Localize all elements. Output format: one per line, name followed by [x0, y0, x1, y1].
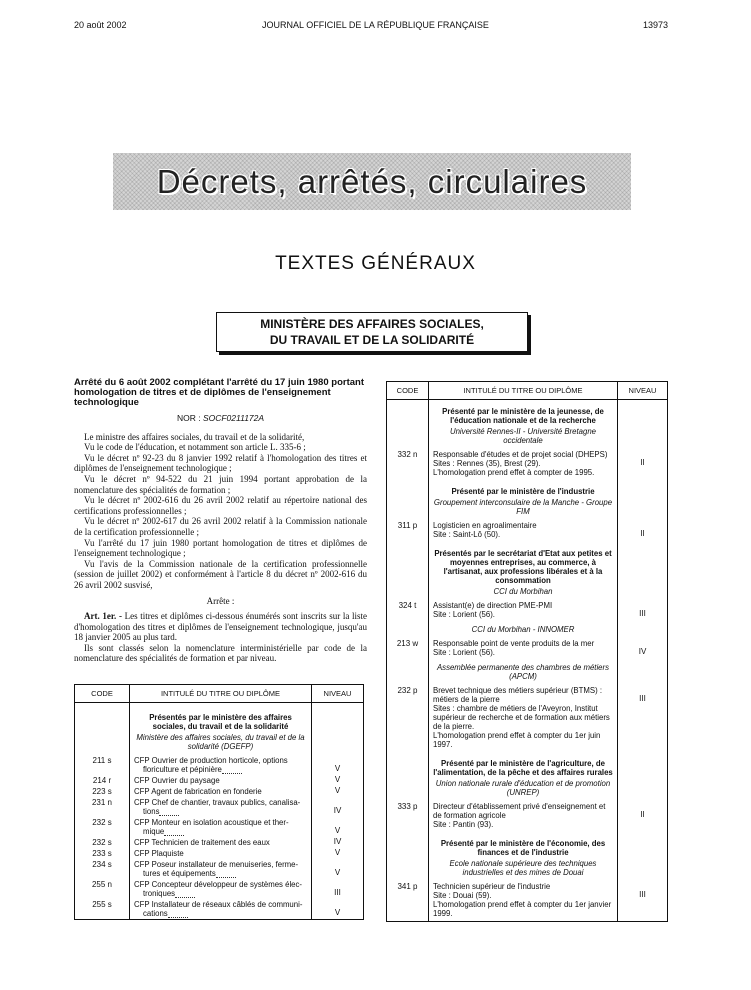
table-row [75, 859, 364, 879]
entry-detail: Site : Pantin (93). [433, 820, 494, 829]
right-organisation: CCI du Morbihan [493, 587, 553, 596]
row-niveau: V [312, 775, 364, 786]
row-title-text: troniques [143, 889, 176, 898]
table-row [387, 600, 668, 622]
entry-detail: Site : Saint-Lô (50). [433, 530, 501, 539]
right-organisation: Assemblée permanente des chambres de métiers (APCM) [436, 663, 610, 681]
row-intitule [130, 899, 312, 920]
row-code: 213 w [387, 638, 429, 660]
col-header-niveau: NIVEAU [618, 382, 668, 400]
visa-paragraph: Vu le décret nº 2002-617 du 26 avril 2002 relatif à la Commission nationale de la certification professionnelle ; [74, 516, 367, 537]
table-row [387, 480, 668, 520]
row-intitule [130, 848, 312, 859]
col-header-niveau: NIVEAU [312, 685, 364, 703]
row-niveau: IV [618, 638, 668, 660]
section-banner [113, 153, 631, 210]
visa-paragraph: Vu le code de l'éducation, et notamment son article L. 335-6 ; [84, 442, 306, 453]
visa-paragraph: Vu le décret nº 2002-616 du 26 avril 2002 relatif au répertoire national des certifications professionnelles ; [74, 495, 367, 516]
table-row [387, 400, 668, 450]
table-row [75, 879, 364, 899]
table-row [75, 817, 364, 837]
right-section-heading: Présentés par le secrétariat d'Etat aux petites et moyennes entreprises, au commerce, à l'artisanat, aux professions libérales et à la consommation [434, 549, 612, 585]
col-header-code: CODE [75, 685, 130, 703]
row-title-line: CFP Chef de chantier, travaux publics, canalisa- [134, 798, 301, 807]
arrete-title: Arrêté du 6 août 2002 complétant l'arrêté du 17 juin 1980 portant homologation de titres et de diplômes de l'enseignement technologique [74, 377, 364, 408]
row-niveau [618, 622, 668, 638]
row-title-continuation [134, 909, 307, 918]
row-code [387, 752, 429, 801]
row-intitule [429, 480, 618, 520]
nor-reference [74, 413, 367, 424]
row-intitule [429, 881, 618, 922]
dot-leader [222, 773, 242, 774]
entry-title: Logisticien en agroalimentaire [433, 521, 537, 530]
row-title-text: tions [143, 807, 160, 816]
right-organisation: Union nationale rurale d'éducation et de promotion (UNREP) [435, 779, 611, 797]
row-intitule [429, 400, 618, 450]
right-section-heading: Présenté par le ministère de l'agriculture, de l'alimentation, de la pêche et des affaires rurales [433, 759, 613, 777]
row-niveau [618, 752, 668, 801]
ministry-box [216, 312, 528, 352]
arrete-text [74, 378, 367, 664]
table-row [75, 786, 364, 797]
row-intitule [429, 638, 618, 660]
arrete-word: Arrête : [206, 595, 235, 606]
visas-list [74, 432, 367, 591]
row-code: 233 s [75, 848, 130, 859]
row-niveau: V [312, 755, 364, 775]
row-title-text: tures et équipements [143, 869, 216, 878]
visa-paragraph: Le ministre des affaires sociales, du travail et de la solidarité, [84, 431, 305, 442]
row-title-line: CFP Ouvrier du paysage [134, 776, 220, 785]
nor-value: SOCF0211172A [202, 413, 265, 423]
nor-label: NOR : [176, 413, 201, 423]
row-code [387, 622, 429, 638]
row-intitule [429, 449, 618, 480]
row-niveau: II [618, 801, 668, 832]
table-row [387, 622, 668, 638]
visa-paragraph: Vu le décret nº 94-522 du 21 juin 1994 portant approbation de la nomenclature des spécialités de formation ; [74, 473, 367, 495]
entry-detail: L'homologation prend effet à compter du 1er juin 1997. [433, 731, 601, 749]
row-code: 234 s [75, 859, 130, 879]
row-title-continuation [134, 765, 307, 774]
row-code [387, 660, 429, 685]
article-1 [74, 611, 367, 643]
row-title-line: CFP Ouvrier de production horticole, options [134, 756, 288, 765]
ministry-line-2: DU TRAVAIL ET DE LA SOLIDARITÉ [269, 333, 475, 347]
right-organisation: Groupement interconsulaire de la Manche - Groupe FIM [433, 498, 613, 516]
row-niveau [618, 400, 668, 450]
row-intitule [130, 817, 312, 837]
row-code: 231 n [75, 797, 130, 817]
row-niveau: III [618, 685, 668, 752]
entry-detail: L'homologation prend effet à compter de 1995. [433, 468, 595, 477]
entry-detail: L'homologation prend effet à compter du 1er janvier 1999. [433, 900, 612, 918]
table-row [387, 542, 668, 600]
table-row [387, 832, 668, 881]
entry-title: Technicien supérieur de l'industrie [433, 882, 551, 891]
visa-paragraph: Vu l'arrêté du 17 juin 1980 portant homologation de titres et diplômes de l'enseignement technologique ; [74, 537, 367, 559]
row-title-continuation [134, 889, 307, 898]
row-niveau: III [618, 600, 668, 622]
entry-title: Assistant(e) de direction PME-PMI [433, 601, 553, 610]
row-intitule [429, 801, 618, 832]
row-code: 211 s [75, 755, 130, 775]
row-code: 223 s [75, 786, 130, 797]
row-niveau [618, 660, 668, 685]
entry-detail: Sites : chambre de métiers de l'Aveyron, Institut supérieur de recherche et de formation aux métiers de la pierre. [433, 704, 610, 731]
row-title-text: floriculture et pépinière [143, 765, 222, 774]
table-row [75, 775, 364, 786]
dot-leader [216, 877, 236, 878]
col-header-intitule: INTITULÉ DU TITRE OU DIPLÔME [130, 685, 312, 703]
row-niveau: V [312, 817, 364, 837]
row-title-line: CFP Poseur installateur de menuiseries, ferme- [134, 860, 299, 869]
journal-title: JOURNAL OFFICIEL DE LA RÉPUBLIQUE FRANÇAISE [262, 20, 489, 30]
visa-paragraph: Vu l'avis de la Commission nationale de la certification professionnelle (session de juillet 2002) et conformément à l'article 8 du décret nº 2002-616 du 26 avril 2002 susvisé, [74, 558, 367, 590]
article-1-text: Les titres et diplômes ci-dessous énumérés sont inscrits sur la liste d'homologation des titres et diplômes de l'enseignement technologique, jusqu'au 18 janvier 2005 au plus tard. [74, 611, 368, 643]
entry-detail: Site : Lorient (56). [433, 610, 495, 619]
row-code [387, 480, 429, 520]
banner-title: Décrets, arrêtés, circulaires [156, 162, 588, 200]
table-row [387, 660, 668, 685]
row-title-line: CFP Agent de fabrication en fonderie [134, 787, 262, 796]
entry-detail: Sites : Rennes (35), Brest (29). [433, 459, 541, 468]
row-intitule [429, 685, 618, 752]
right-organisation: Ecole nationale supérieure des techniques industrielles et des mines de Douai [449, 859, 597, 877]
row-intitule [429, 832, 618, 881]
row-intitule [429, 622, 618, 638]
left-section-heading: Présentés par le ministère des affaires sociales, du travail et de la solidarité [149, 713, 292, 731]
entry-title: Directeur d'établissement privé d'enseignement et de formation agricole [433, 802, 606, 820]
row-title-line: CFP Installateur de réseaux câblés de communi- [134, 900, 303, 909]
table-row [75, 837, 364, 848]
row-code: 255 s [75, 899, 130, 920]
row-niveau: V [312, 859, 364, 879]
classement-text: Ils sont classés selon la nomenclature interministérielle par code de la nomenclature des spécialités de formation et par niveau. [74, 642, 367, 664]
entry-title: Brevet technique des métiers supérieur (BTMS) : métiers de la pierre [433, 686, 602, 704]
row-niveau: II [618, 449, 668, 480]
row-code: 214 r [75, 775, 130, 786]
table-row [387, 881, 668, 922]
row-title-text: cations [143, 909, 168, 918]
row-code: 332 n [387, 449, 429, 480]
row-code: 255 n [75, 879, 130, 899]
row-title-continuation [134, 807, 307, 816]
row-intitule [130, 837, 312, 848]
row-niveau: III [618, 881, 668, 922]
right-homologation-table [386, 381, 668, 922]
table-row [387, 685, 668, 752]
row-intitule [130, 859, 312, 879]
row-niveau: V [312, 786, 364, 797]
row-intitule [130, 786, 312, 797]
row-code: 232 s [75, 837, 130, 848]
row-intitule [130, 797, 312, 817]
table-row [387, 801, 668, 832]
row-code [387, 542, 429, 600]
row-niveau [618, 542, 668, 600]
table-row [75, 797, 364, 817]
row-code: 341 p [387, 881, 429, 922]
row-intitule [130, 755, 312, 775]
page-number: 13973 [642, 20, 668, 30]
table-row [75, 848, 364, 859]
dot-leader [168, 917, 188, 918]
row-code: 333 p [387, 801, 429, 832]
right-organisation: CCI du Morbihan - INNOMER [471, 625, 575, 634]
row-intitule [429, 660, 618, 685]
row-niveau: V [312, 848, 364, 859]
row-niveau: V [312, 899, 364, 920]
col-header-intitule: INTITULÉ DU TITRE OU DIPLÔME [429, 382, 618, 400]
row-niveau: IV [312, 837, 364, 848]
left-homologation-table [74, 684, 364, 920]
entry-title: Responsable d'études et de projet social (DHEPS) [433, 450, 608, 459]
table-row [387, 752, 668, 801]
table-row [387, 638, 668, 660]
row-niveau [618, 832, 668, 881]
ministry-line-1: MINISTÈRE DES AFFAIRES SOCIALES, [260, 317, 484, 331]
dot-leader [164, 835, 184, 836]
row-title-line: CFP Monteur en isolation acoustique et ther- [134, 818, 289, 827]
row-intitule [429, 520, 618, 542]
row-code: 232 s [75, 817, 130, 837]
article-1-label: Art. 1er. - [84, 611, 122, 622]
row-niveau [618, 480, 668, 520]
right-section-heading: Présenté par le ministère de l'industrie [451, 487, 595, 496]
row-code: 311 p [387, 520, 429, 542]
row-title-line: CFP Plaquiste [134, 849, 184, 858]
right-organisation: Université Rennes-II - Université Bretagne occidentale [449, 427, 597, 445]
row-intitule [130, 879, 312, 899]
row-title-line: CFP Concepteur développeur de systèmes élec- [134, 880, 303, 889]
row-niveau: II [618, 520, 668, 542]
dot-leader [175, 897, 195, 898]
entry-title: Responsable point de vente produits de la mer [433, 639, 595, 648]
row-niveau: III [312, 879, 364, 899]
col-header-code: CODE [387, 382, 429, 400]
table-row [75, 755, 364, 775]
issue-date: 20 août 2002 [74, 20, 127, 30]
right-section-heading: Présenté par le ministère de la jeunesse, de l'éducation nationale et de la recherche [442, 407, 604, 425]
dot-leader [159, 815, 179, 816]
section-title: TEXTES GÉNÉRAUX [275, 253, 476, 274]
entry-detail: Site : Douai (59). [433, 891, 492, 900]
row-intitule [429, 542, 618, 600]
row-title-continuation [134, 827, 307, 836]
row-code [387, 400, 429, 450]
left-organisation: Ministère des affaires sociales, du travail et de la solidarité (DGEFP) [136, 733, 305, 751]
row-intitule [130, 775, 312, 786]
entry-detail: Site : Lorient (56). [433, 648, 495, 657]
row-intitule [429, 600, 618, 622]
row-niveau: IV [312, 797, 364, 817]
row-code [387, 832, 429, 881]
table-row [387, 449, 668, 480]
row-title-continuation [134, 869, 307, 878]
visa-paragraph: Vu le décret nº 92-23 du 8 janvier 1992 relatif à l'homologation des titres et diplômes de l'enseignement technologique ; [74, 452, 367, 474]
right-section-heading: Présenté par le ministère de l'économie, des finances et de l'industrie [440, 839, 606, 857]
row-intitule [429, 752, 618, 801]
table-row [75, 899, 364, 920]
row-title-text: mique [143, 827, 165, 836]
row-code: 232 p [387, 685, 429, 752]
row-code: 324 t [387, 600, 429, 622]
table-row [387, 520, 668, 542]
row-title-line: CFP Technicien de traitement des eaux [134, 838, 270, 847]
